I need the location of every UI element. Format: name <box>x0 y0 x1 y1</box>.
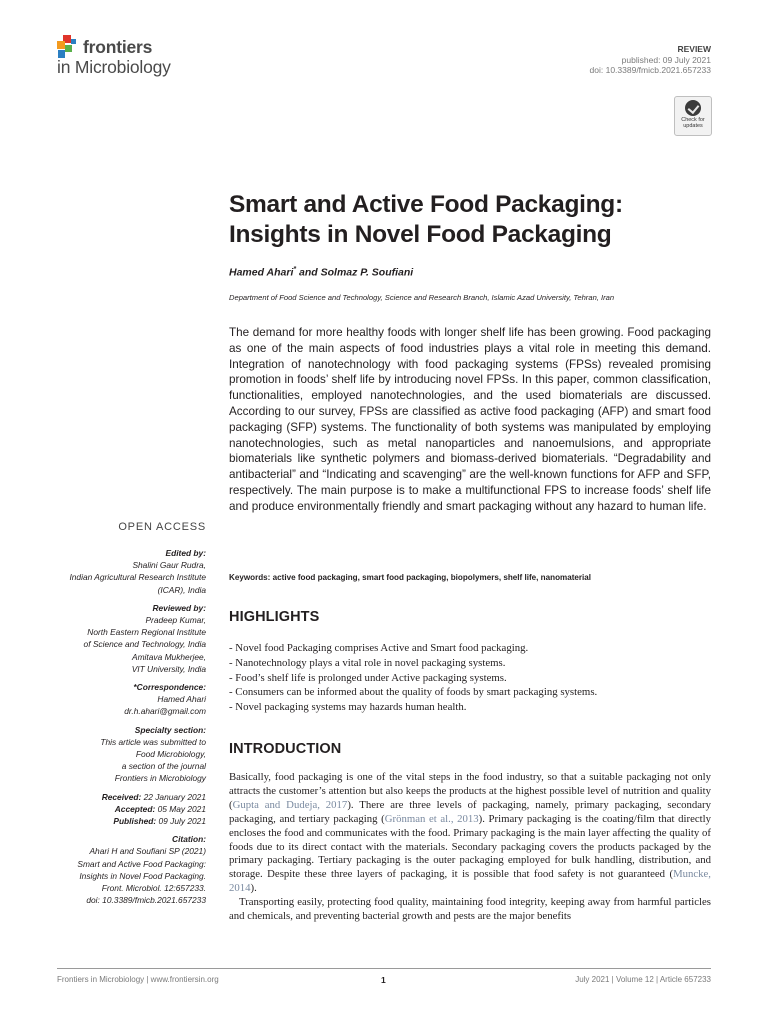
email-link[interactable]: dr.h.ahari@gmail.com <box>124 706 206 717</box>
introduction-heading: INTRODUCTION <box>229 741 342 757</box>
article-title: Smart and Active Food Packaging: Insights in Novel Food Packaging <box>229 191 623 248</box>
affiliation: Department of Food Science and Technology, Science and Research Branch, Islamic Azad University, Tehran, Iran <box>229 293 615 302</box>
paragraph: Basically, food packaging is one of the vital steps in the food industry, so that a suitable packaging not only attracts the customer’s attention but also keeps the products at the highest possible level of nutrition and quality (Gupta and Dudeja, 2017). There are three levels of packaging, namely, primary packaging, secondary packaging, and tertiary packaging (Grönman et al., 2013). Primary packaging is the coating/film that directly encloses the food and communicates with the food. Primary packaging is the main layer affecting the quality of foods due to its direct contact with the materials. Secondary packaging covers the products packaged by the primary packaging. Tertiary packaging is the outer packaging employed for bulk handling, distribution, and storage. Despite these three layers of packaging, it is possible that food safety is not guaranteed (Muncke, 2014). <box>229 771 711 895</box>
correspondence-label: *Correspondence: <box>133 682 206 693</box>
reviewed-by-label: Reviewed by: <box>152 602 206 613</box>
list-item: - Consumers can be informed about the quality of foods by smart packaging systems. <box>229 686 598 699</box>
brand-name: frontiers <box>83 37 153 57</box>
corresponding-mark: * <box>293 266 297 273</box>
footer-journal-link[interactable]: Frontiers in Microbiology | www.frontiersin.org <box>57 975 219 984</box>
author-link[interactable]: Hamed Ahari <box>229 266 294 279</box>
journal-logo <box>57 35 257 83</box>
check-updates-label: Check for updates <box>681 117 705 129</box>
sidebar: OPEN ACCESS Edited by: Shalini Gaur Rudra, Indian Agricultural Research Institute (ICAR), India Reviewed by: Pradeep Kumar, North Eastern Regional Institute of Science and Technology, India Amitava Mukherjee, VIT University, India *Correspondence: Hamed Ahari dr.h.ahari@gmail.com Specialty section: This article was submitted to Food Microbiology, a section of the journal Frontiers in Microbiology Received: 22 January 2021 Accepted: 05 May 2021 Published: 09 July 2021 Citation: Ahari H and Soufiani SP (2021) Smart and Active Food Packaging: Insights in Novel Food Packaging. Front. Microbiol. 12:657233. doi: 10.3389/fmicb.2021.657233 <box>36 520 206 906</box>
page-number: 1 <box>381 975 386 985</box>
author-link[interactable]: and Solmaz P. Soufiani <box>296 266 414 279</box>
paragraph: Transporting easily, protecting food quality, maintaining food integrity, keeping away from harmful particles and chemicals, and preventing bacterial growth and pests are the major benefits <box>229 896 711 923</box>
citation-doi-link[interactable]: doi: 10.3389/fmicb.2021.657233 <box>86 895 206 906</box>
specialty-section-label: Specialty section: <box>134 724 206 735</box>
list-item: - Novel packaging systems may hazards human health. <box>229 701 467 714</box>
open-access-label: OPEN ACCESS <box>118 521 206 533</box>
article-doi[interactable]: doi: 10.3389/fmicb.2021.657233 <box>589 65 711 75</box>
list-item: - Novel food Packaging comprises Active and Smart food packaging. <box>229 642 529 654</box>
list-item: - Nanotechnology plays a vital role in novel packaging systems. <box>229 656 506 669</box>
journal-name: in Microbiology <box>57 57 171 77</box>
abstract: The demand for more healthy foods with longer shelf life has been growing. Food packaging as one of the main aspects of food industries plays a vital role in meeting this demand. Integration of nanotechnology with food packaging systems (FPSs) revealed promising promotion in foods’ shelf life by introducing novel FPSs. In this paper, common classification, functionalities, employed nanotechnologies, and the used biomaterials are discussed. According to our survey, FPSs are classified as active food packaging (AFP) and smart food packaging (SFP) systems. The functionality of both systems was manipulated by employing nanotechnologies, such as metal nanoparticles and nanoemulsions, and appropriate biomaterials like synthetic polymers and biomass-derived biomaterials. “Degradability and antibacterial” and “Indicating and scavenging” are the well-known functions for AFP and SFP, respectively. The main purpose is to make a multifunctional FPS to increase foods’ shelf life and produce environmentally friendly and smart packaging without any hazard to human life. <box>229 326 711 513</box>
check-icon <box>685 100 701 116</box>
article-type: REVIEW <box>677 44 711 54</box>
highlights-list <box>229 641 711 715</box>
keywords: Keywords: active food packaging, smart food packaging, biopolymers, shelf life, nanomaterial <box>229 573 592 582</box>
highlights-heading: HIGHLIGHTS <box>229 609 320 625</box>
check-for-updates-button[interactable] <box>674 96 712 136</box>
citation-label: Citation: <box>172 834 206 845</box>
introduction-body <box>229 771 711 924</box>
citation-link[interactable]: Muncke, 2014 <box>229 868 711 895</box>
citation-link[interactable]: Grönman et al., 2013 <box>384 812 479 825</box>
citation-link[interactable]: Gupta and Dudeja, 2017 <box>232 798 348 811</box>
dates: Received: 22 January 2021 Accepted: 05 May 2021 Published: 09 July 2021 <box>101 791 206 827</box>
edited-by-label: Edited by: <box>165 548 206 558</box>
published-date: published: 09 July 2021 <box>621 54 711 65</box>
footer-divider <box>57 968 711 969</box>
footer-issue-info: July 2021 | Volume 12 | Article 657233 <box>575 975 711 984</box>
article-meta <box>590 44 711 76</box>
authors <box>229 266 413 279</box>
list-item: - Food’s shelf life is prolonged under Active packaging systems. <box>229 671 507 684</box>
